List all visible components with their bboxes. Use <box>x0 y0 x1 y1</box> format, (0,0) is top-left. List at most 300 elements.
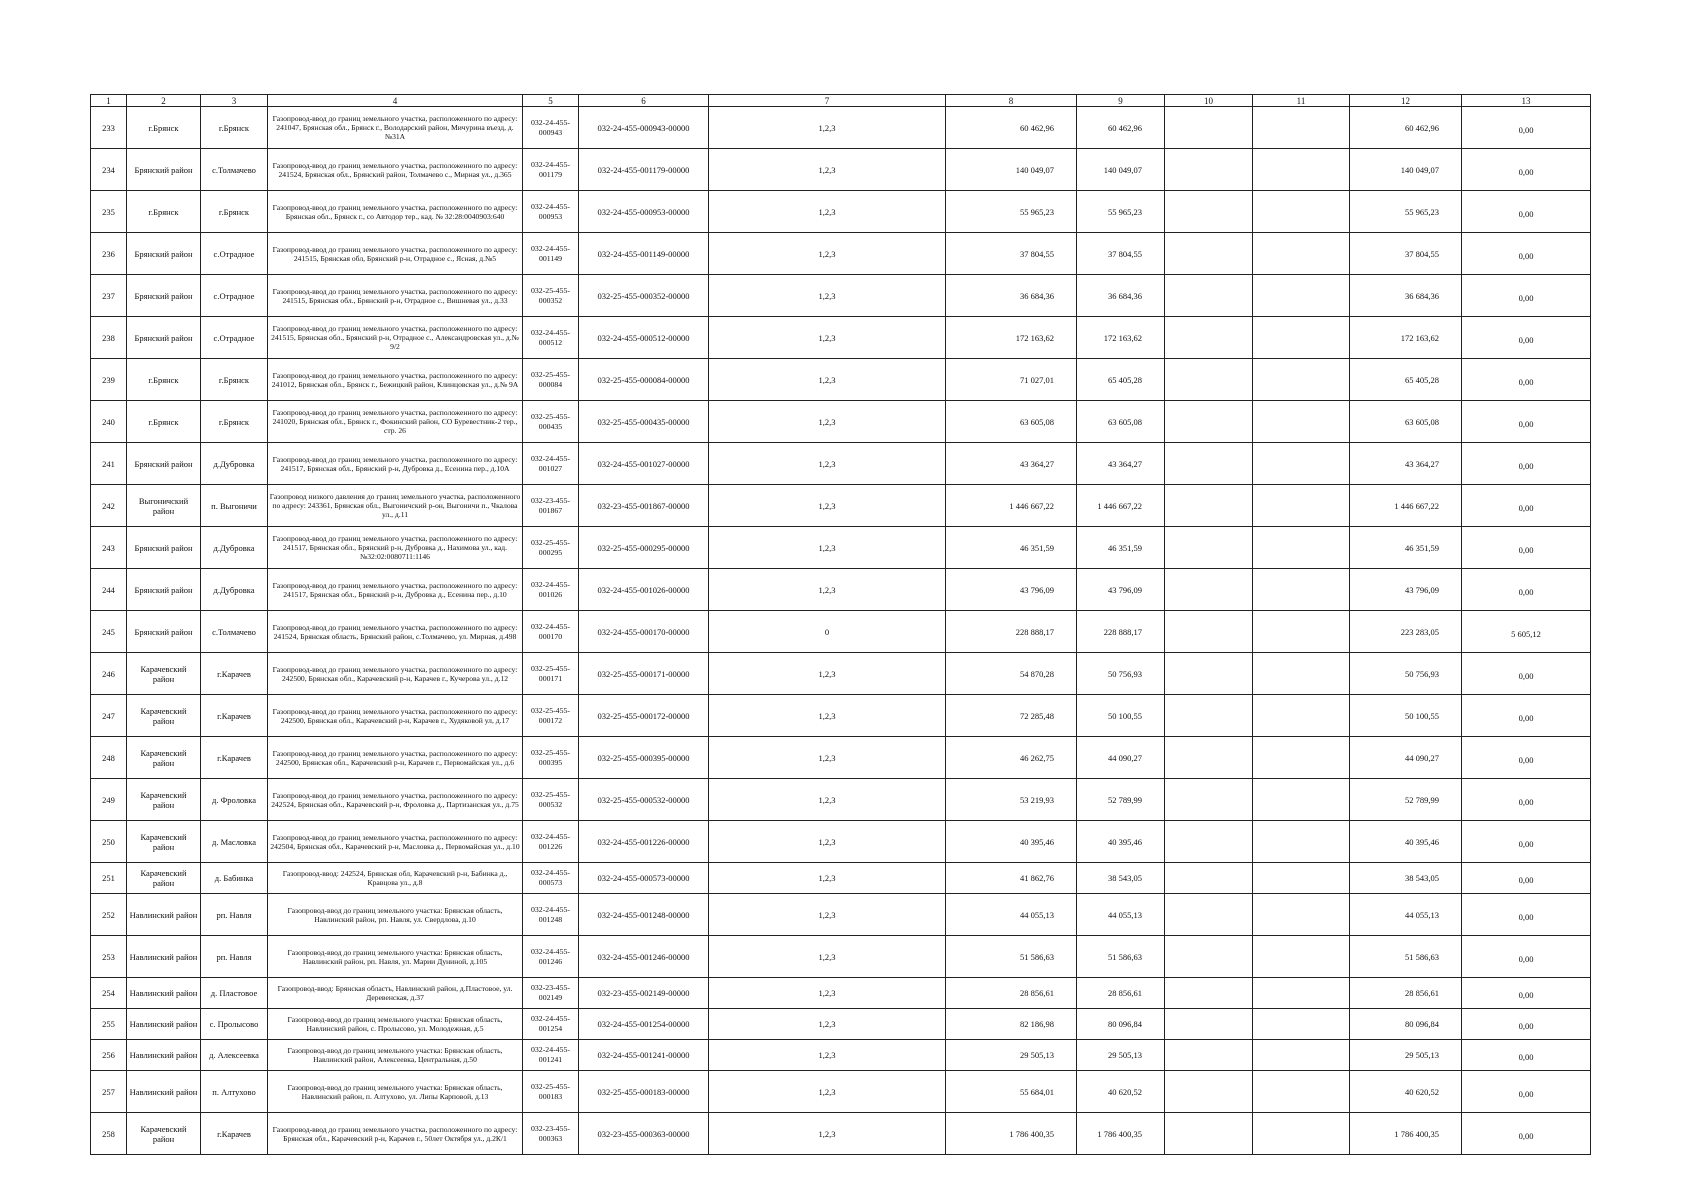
object-code-cell: 032-25-455-000352 <box>523 275 579 317</box>
column-7-cell: 1,2,3 <box>709 233 946 275</box>
object-code-cell: 032-25-455-000532 <box>523 779 579 821</box>
column-11-cell <box>1253 1009 1350 1040</box>
table-row <box>91 737 1591 779</box>
inventory-number-cell: 032-24-455-001246-00000 <box>579 936 709 978</box>
column-12-value-cell: 65 405,28 <box>1350 359 1462 401</box>
column-10-cell <box>1165 485 1253 527</box>
column-10-cell <box>1165 1009 1253 1040</box>
locality-cell: г.Карачев <box>201 1113 268 1155</box>
object-code-cell: 032-24-455-001226 <box>523 821 579 863</box>
column-11-cell <box>1253 485 1350 527</box>
column-7-cell: 1,2,3 <box>709 569 946 611</box>
row-number: 237 <box>91 275 127 317</box>
column-9-value-cell: 29 505,13 <box>1077 1040 1165 1071</box>
object-code-cell: 032-24-455-001179 <box>523 149 579 191</box>
column-13-value-cell: 0,00 <box>1462 191 1591 233</box>
row-number: 252 <box>91 894 127 936</box>
locality-cell: с.Толмачево <box>201 149 268 191</box>
column-7-cell: 1,2,3 <box>709 978 946 1009</box>
column-13-value-cell: 0,00 <box>1462 401 1591 443</box>
inventory-number-cell: 032-25-455-000183-00000 <box>579 1071 709 1113</box>
object-code-cell: 032-24-455-001026 <box>523 569 579 611</box>
column-9-value-cell: 43 796,09 <box>1077 569 1165 611</box>
inventory-number-cell: 032-25-455-000295-00000 <box>579 527 709 569</box>
row-number: 236 <box>91 233 127 275</box>
district-cell: Брянский район <box>127 569 201 611</box>
column-7-cell: 1,2,3 <box>709 894 946 936</box>
district-cell: Карачевский район <box>127 653 201 695</box>
column-12-value-cell: 40 620,52 <box>1350 1071 1462 1113</box>
column-13-value-cell: 0,00 <box>1462 1009 1591 1040</box>
column-10-cell <box>1165 611 1253 653</box>
object-description-cell: Газопровод-ввод до границ земельного участка: Брянская область, Навлинский район, п. Алтухово, ул. Липы Карповой, д.13 <box>268 1071 523 1113</box>
column-13-value-cell: 0,00 <box>1462 275 1591 317</box>
object-description-cell: Газопровод-ввод до границ земельного участка, расположенного по адресу: Брянская обл., Брянск г., со Автодор тер., кад. № 32:28:0040903:640 <box>268 191 523 233</box>
object-description-cell: Газопровод-ввод до границ земельного участка, расположенного по адресу: 241515, Брянская обл, Брянский р-н, Отрадное с., Ясная, д.№5 <box>268 233 523 275</box>
district-cell: Навлинский район <box>127 1071 201 1113</box>
object-code-cell: 032-24-455-000943 <box>523 107 579 149</box>
column-10-cell <box>1165 275 1253 317</box>
object-description-cell: Газопровод-ввод до границ земельного участка, расположенного по адресу: 241047, Брянская обл., Брянск г., Володарский район, Мичурина въезд, д.№31А <box>268 107 523 149</box>
column-10-cell <box>1165 737 1253 779</box>
initial-cost-cell: 71 027,01 <box>946 359 1077 401</box>
column-number-1: 1 <box>91 95 127 107</box>
column-12-value-cell: 29 505,13 <box>1350 1040 1462 1071</box>
object-code-cell: 032-24-455-001248 <box>523 894 579 936</box>
inventory-number-cell: 032-23-455-002149-00000 <box>579 978 709 1009</box>
object-description-cell: Газопровод-ввод до границ земельного участка, расположенного по адресу: 242524, Брянская обл., Карачевский р-н, Фроловка д., Партизанская ул., д.75 <box>268 779 523 821</box>
object-code-cell: 032-24-455-000953 <box>523 191 579 233</box>
row-number: 255 <box>91 1009 127 1040</box>
inventory-number-cell: 032-24-455-001241-00000 <box>579 1040 709 1071</box>
table-row <box>91 653 1591 695</box>
object-code-cell: 032-25-455-000084 <box>523 359 579 401</box>
object-description-cell: Газопровод-ввод до границ земельного участка, расположенного по адресу: 242500, Брянская обл., Карачевский р-н, Карачев г., Худяковой ул, д.17 <box>268 695 523 737</box>
column-7-cell: 1,2,3 <box>709 695 946 737</box>
district-cell: Брянский район <box>127 275 201 317</box>
column-9-value-cell: 50 100,55 <box>1077 695 1165 737</box>
object-description-cell: Газопровод-ввод до границ земельного участка: Брянская область, Навлинский район, с. Пролысово, ул. Молодежная, д.5 <box>268 1009 523 1040</box>
column-9-value-cell: 46 351,59 <box>1077 527 1165 569</box>
column-number-5: 5 <box>523 95 579 107</box>
locality-cell: д.Дубровка <box>201 443 268 485</box>
column-10-cell <box>1165 1071 1253 1113</box>
locality-cell: д. Алексеевка <box>201 1040 268 1071</box>
initial-cost-cell: 1 786 400,35 <box>946 1113 1077 1155</box>
column-10-cell <box>1165 779 1253 821</box>
initial-cost-cell: 41 862,76 <box>946 863 1077 894</box>
table-row <box>91 401 1591 443</box>
column-10-cell <box>1165 149 1253 191</box>
column-11-cell <box>1253 821 1350 863</box>
locality-cell: д. Фроловка <box>201 779 268 821</box>
district-cell: г.Брянск <box>127 191 201 233</box>
column-11-cell <box>1253 149 1350 191</box>
object-description-cell: Газопровод-ввод до границ земельного участка, расположенного по адресу: 241517, Брянская обл., Брянский р-н, Дубровка д., Есенина пер., д.10А <box>268 443 523 485</box>
column-number-7: 7 <box>709 95 946 107</box>
district-cell: Карачевский район <box>127 779 201 821</box>
locality-cell: г.Брянск <box>201 191 268 233</box>
table-row <box>91 233 1591 275</box>
column-11-cell <box>1253 233 1350 275</box>
locality-cell: д.Дубровка <box>201 569 268 611</box>
district-cell: Карачевский район <box>127 695 201 737</box>
column-11-cell <box>1253 695 1350 737</box>
column-number-12: 12 <box>1350 95 1462 107</box>
column-10-cell <box>1165 1113 1253 1155</box>
column-7-cell: 1,2,3 <box>709 485 946 527</box>
column-11-cell <box>1253 443 1350 485</box>
column-7-cell: 1,2,3 <box>709 737 946 779</box>
column-7-cell: 1,2,3 <box>709 107 946 149</box>
object-description-cell: Газопровод-ввод до границ земельного участка, расположенного по адресу: Брянская обл., Карачевский р-н, Карачев г., 50лет Октября ул., д.2К/1 <box>268 1113 523 1155</box>
column-13-value-cell: 0,00 <box>1462 821 1591 863</box>
column-11-cell <box>1253 191 1350 233</box>
locality-cell: г.Брянск <box>201 359 268 401</box>
column-10-cell <box>1165 359 1253 401</box>
initial-cost-cell: 40 395,46 <box>946 821 1077 863</box>
table-row <box>91 894 1591 936</box>
row-number: 239 <box>91 359 127 401</box>
column-7-cell: 1,2,3 <box>709 653 946 695</box>
locality-cell: г.Брянск <box>201 107 268 149</box>
column-7-cell: 1,2,3 <box>709 1040 946 1071</box>
district-cell: Брянский район <box>127 317 201 359</box>
column-12-value-cell: 50 100,55 <box>1350 695 1462 737</box>
column-13-value-cell: 0,00 <box>1462 443 1591 485</box>
row-number: 254 <box>91 978 127 1009</box>
column-11-cell <box>1253 779 1350 821</box>
table-row <box>91 779 1591 821</box>
initial-cost-cell: 46 351,59 <box>946 527 1077 569</box>
locality-cell: п. Выгоничи <box>201 485 268 527</box>
object-description-cell: Газопровод-ввод до границ земельного участка, расположенного по адресу: 241515, Брянская обл., Брянский р-н, Отрадное с., Александровская ул., д.№ 9/2 <box>268 317 523 359</box>
table-row <box>91 978 1591 1009</box>
table-row <box>91 863 1591 894</box>
column-number-11: 11 <box>1253 95 1350 107</box>
row-number: 234 <box>91 149 127 191</box>
column-12-value-cell: 28 856,61 <box>1350 978 1462 1009</box>
district-cell: Брянский район <box>127 149 201 191</box>
column-7-cell: 1,2,3 <box>709 149 946 191</box>
column-7-cell: 1,2,3 <box>709 359 946 401</box>
column-11-cell <box>1253 1040 1350 1071</box>
column-9-value-cell: 65 405,28 <box>1077 359 1165 401</box>
locality-cell: с.Отрадное <box>201 317 268 359</box>
locality-cell: д. Пластовое <box>201 978 268 1009</box>
inventory-number-cell: 032-25-455-000395-00000 <box>579 737 709 779</box>
column-13-value-cell: 0,00 <box>1462 779 1591 821</box>
district-cell: Навлинский район <box>127 1009 201 1040</box>
column-7-cell: 1,2,3 <box>709 821 946 863</box>
column-7-cell: 1,2,3 <box>709 1009 946 1040</box>
object-description-cell: Газопровод-ввод до границ земельного участка: Брянская область, Навлинский район, рп. Навля, ул. Марии Дуниной, д.105 <box>268 936 523 978</box>
column-13-value-cell: 0,00 <box>1462 233 1591 275</box>
district-cell: г.Брянск <box>127 107 201 149</box>
column-11-cell <box>1253 107 1350 149</box>
initial-cost-cell: 29 505,13 <box>946 1040 1077 1071</box>
locality-cell: с. Пролысово <box>201 1009 268 1040</box>
column-12-value-cell: 63 605,08 <box>1350 401 1462 443</box>
inventory-number-cell: 032-24-455-000943-00000 <box>579 107 709 149</box>
locality-cell: д.Дубровка <box>201 527 268 569</box>
table-row <box>91 443 1591 485</box>
locality-cell: г.Брянск <box>201 401 268 443</box>
column-number-13: 13 <box>1462 95 1591 107</box>
column-9-value-cell: 40 620,52 <box>1077 1071 1165 1113</box>
table-row <box>91 695 1591 737</box>
locality-cell: г.Карачев <box>201 695 268 737</box>
row-number: 244 <box>91 569 127 611</box>
column-12-value-cell: 172 163,62 <box>1350 317 1462 359</box>
inventory-number-cell: 032-25-455-000435-00000 <box>579 401 709 443</box>
column-9-value-cell: 38 543,05 <box>1077 863 1165 894</box>
table-row <box>91 149 1591 191</box>
column-12-value-cell: 36 684,36 <box>1350 275 1462 317</box>
district-cell: г.Брянск <box>127 359 201 401</box>
object-description-cell: Газопровод-ввод до границ земельного участка, расположенного по адресу: 241517, Брянская обл., Брянский р-н, Дубровка д., Есенина пер., д.10 <box>268 569 523 611</box>
column-9-value-cell: 140 049,07 <box>1077 149 1165 191</box>
object-code-cell: 032-25-455-000171 <box>523 653 579 695</box>
object-description-cell: Газопровод-ввод до границ земельного участка: Брянская область, Навлинский район, Алексеевка, Центральная, д.50 <box>268 1040 523 1071</box>
inventory-number-cell: 032-23-455-000363-00000 <box>579 1113 709 1155</box>
table-row <box>91 936 1591 978</box>
column-12-value-cell: 37 804,55 <box>1350 233 1462 275</box>
row-number: 246 <box>91 653 127 695</box>
column-11-cell <box>1253 401 1350 443</box>
initial-cost-cell: 63 605,08 <box>946 401 1077 443</box>
table-row <box>91 1040 1591 1071</box>
inventory-number-cell: 032-23-455-001867-00000 <box>579 485 709 527</box>
column-11-cell <box>1253 737 1350 779</box>
inventory-number-cell: 032-24-455-001149-00000 <box>579 233 709 275</box>
object-description-cell: Газопровод-ввод до границ земельного участка, расположенного по адресу: 242504, Брянская обл., Карачевский р-н, Масловка д., Первомайская ул., д.10 <box>268 821 523 863</box>
inventory-number-cell: 032-24-455-001179-00000 <box>579 149 709 191</box>
column-number-6: 6 <box>579 95 709 107</box>
row-number: 249 <box>91 779 127 821</box>
inventory-number-cell: 032-24-455-001026-00000 <box>579 569 709 611</box>
column-7-cell: 1,2,3 <box>709 317 946 359</box>
inventory-number-cell: 032-25-455-000532-00000 <box>579 779 709 821</box>
inventory-number-cell: 032-24-455-001226-00000 <box>579 821 709 863</box>
object-description-cell: Газопровод-ввод: 242524, Брянская обл, Карачевский р-н, Бабинка д., Кравцова ул., д.8 <box>268 863 523 894</box>
column-10-cell <box>1165 1040 1253 1071</box>
column-12-value-cell: 46 351,59 <box>1350 527 1462 569</box>
initial-cost-cell: 51 586,63 <box>946 936 1077 978</box>
column-9-value-cell: 63 605,08 <box>1077 401 1165 443</box>
inventory-number-cell: 032-24-455-000512-00000 <box>579 317 709 359</box>
column-12-value-cell: 55 965,23 <box>1350 191 1462 233</box>
column-12-value-cell: 40 395,46 <box>1350 821 1462 863</box>
row-number: 233 <box>91 107 127 149</box>
initial-cost-cell: 172 163,62 <box>946 317 1077 359</box>
locality-cell: с.Отрадное <box>201 275 268 317</box>
column-number-10: 10 <box>1165 95 1253 107</box>
column-number-2: 2 <box>127 95 201 107</box>
row-number: 235 <box>91 191 127 233</box>
column-10-cell <box>1165 978 1253 1009</box>
object-description-cell: Газопровод-ввод до границ земельного участка, расположенного по адресу: 241515, Брянская обл., Брянский р-н, Отрадное с., Вишневая ул., д.33 <box>268 275 523 317</box>
object-description-cell: Газопровод-ввод до границ земельного участка, расположенного по адресу: 242500, Брянская обл., Карачевский р-н, Карачев г., Кучерова ул., д.12 <box>268 653 523 695</box>
district-cell: Брянский район <box>127 233 201 275</box>
column-10-cell <box>1165 107 1253 149</box>
initial-cost-cell: 55 965,23 <box>946 191 1077 233</box>
column-10-cell <box>1165 527 1253 569</box>
inventory-number-cell: 032-25-455-000172-00000 <box>579 695 709 737</box>
column-11-cell <box>1253 275 1350 317</box>
column-9-value-cell: 172 163,62 <box>1077 317 1165 359</box>
initial-cost-cell: 54 870,28 <box>946 653 1077 695</box>
initial-cost-cell: 1 446 667,22 <box>946 485 1077 527</box>
initial-cost-cell: 140 049,07 <box>946 149 1077 191</box>
column-12-value-cell: 51 586,63 <box>1350 936 1462 978</box>
column-11-cell <box>1253 569 1350 611</box>
district-cell: Навлинский район <box>127 1040 201 1071</box>
column-12-value-cell: 1 786 400,35 <box>1350 1113 1462 1155</box>
locality-cell: п. Алтухово <box>201 1071 268 1113</box>
column-11-cell <box>1253 1071 1350 1113</box>
column-11-cell <box>1253 653 1350 695</box>
table-row <box>91 821 1591 863</box>
column-7-cell: 1,2,3 <box>709 936 946 978</box>
table-body <box>91 107 1591 1155</box>
row-number: 241 <box>91 443 127 485</box>
initial-cost-cell: 60 462,96 <box>946 107 1077 149</box>
column-7-cell: 1,2,3 <box>709 1113 946 1155</box>
inventory-number-cell: 032-24-455-001248-00000 <box>579 894 709 936</box>
locality-cell: г.Карачев <box>201 737 268 779</box>
column-12-value-cell: 44 090,27 <box>1350 737 1462 779</box>
row-number: 240 <box>91 401 127 443</box>
inventory-number-cell: 032-24-455-001254-00000 <box>579 1009 709 1040</box>
column-7-cell: 1,2,3 <box>709 191 946 233</box>
column-12-value-cell: 43 364,27 <box>1350 443 1462 485</box>
row-number: 245 <box>91 611 127 653</box>
object-code-cell: 032-23-455-001867 <box>523 485 579 527</box>
district-cell: Карачевский район <box>127 863 201 894</box>
object-code-cell: 032-25-455-000172 <box>523 695 579 737</box>
column-12-value-cell: 38 543,05 <box>1350 863 1462 894</box>
column-11-cell <box>1253 936 1350 978</box>
object-description-cell: Газопровод-ввод до границ земельного участка, расположенного по адресу: 241020, Брянская обл., Брянск г., Фокинский район, СО Буревестник-2 тер., стр. 26 <box>268 401 523 443</box>
district-cell: Брянский район <box>127 611 201 653</box>
column-9-value-cell: 228 888,17 <box>1077 611 1165 653</box>
column-7-cell: 1,2,3 <box>709 527 946 569</box>
object-code-cell: 032-24-455-001241 <box>523 1040 579 1071</box>
column-11-cell <box>1253 894 1350 936</box>
column-13-value-cell: 0,00 <box>1462 737 1591 779</box>
column-11-cell <box>1253 359 1350 401</box>
column-9-value-cell: 40 395,46 <box>1077 821 1165 863</box>
table-row <box>91 611 1591 653</box>
row-number: 238 <box>91 317 127 359</box>
table-row <box>91 527 1591 569</box>
column-13-value-cell: 0,00 <box>1462 653 1591 695</box>
district-cell: г.Брянск <box>127 401 201 443</box>
column-11-cell <box>1253 863 1350 894</box>
initial-cost-cell: 28 856,61 <box>946 978 1077 1009</box>
column-9-value-cell: 51 586,63 <box>1077 936 1165 978</box>
inventory-number-cell: 032-24-455-000573-00000 <box>579 863 709 894</box>
column-12-value-cell: 60 462,96 <box>1350 107 1462 149</box>
table-row <box>91 359 1591 401</box>
table-row <box>91 569 1591 611</box>
column-13-value-cell: 0,00 <box>1462 1113 1591 1155</box>
initial-cost-cell: 43 796,09 <box>946 569 1077 611</box>
district-cell: Брянский район <box>127 527 201 569</box>
column-12-value-cell: 223 283,05 <box>1350 611 1462 653</box>
column-9-value-cell: 1 446 667,22 <box>1077 485 1165 527</box>
column-10-cell <box>1165 191 1253 233</box>
column-11-cell <box>1253 317 1350 359</box>
district-cell: Выгоничский район <box>127 485 201 527</box>
initial-cost-cell: 46 262,75 <box>946 737 1077 779</box>
column-9-value-cell: 55 965,23 <box>1077 191 1165 233</box>
column-13-value-cell: 0,00 <box>1462 359 1591 401</box>
inventory-number-cell: 032-24-455-000170-00000 <box>579 611 709 653</box>
inventory-number-cell: 032-24-455-000953-00000 <box>579 191 709 233</box>
object-code-cell: 032-25-455-000435 <box>523 401 579 443</box>
locality-cell: рп. Навля <box>201 936 268 978</box>
column-number-3: 3 <box>201 95 268 107</box>
row-number: 250 <box>91 821 127 863</box>
object-description-cell: Газопровод-ввод до границ земельного участка: Брянская область, Навлинский район, рп. Навля, ул. Свердлова, д.10 <box>268 894 523 936</box>
district-cell: Карачевский район <box>127 1113 201 1155</box>
column-13-value-cell: 0,00 <box>1462 978 1591 1009</box>
table-row <box>91 1009 1591 1040</box>
object-code-cell: 032-25-455-000295 <box>523 527 579 569</box>
row-number: 257 <box>91 1071 127 1113</box>
row-number: 242 <box>91 485 127 527</box>
column-12-value-cell: 50 756,93 <box>1350 653 1462 695</box>
locality-cell: рп. Навля <box>201 894 268 936</box>
object-code-cell: 032-23-455-002149 <box>523 978 579 1009</box>
column-9-value-cell: 1 786 400,35 <box>1077 1113 1165 1155</box>
district-cell: Навлинский район <box>127 894 201 936</box>
object-description-cell: Газопровод-ввод: Брянская область, Навлинский район, д.Пластовое, ул. Деревенская, д.37 <box>268 978 523 1009</box>
object-code-cell: 032-25-455-000395 <box>523 737 579 779</box>
column-13-value-cell: 0,00 <box>1462 863 1591 894</box>
column-12-value-cell: 52 789,99 <box>1350 779 1462 821</box>
object-code-cell: 032-24-455-000512 <box>523 317 579 359</box>
column-13-value-cell: 0,00 <box>1462 936 1591 978</box>
column-7-cell: 0 <box>709 611 946 653</box>
column-10-cell <box>1165 894 1253 936</box>
row-number: 256 <box>91 1040 127 1071</box>
column-11-cell <box>1253 1113 1350 1155</box>
column-11-cell <box>1253 978 1350 1009</box>
column-10-cell <box>1165 821 1253 863</box>
object-code-cell: 032-25-455-000183 <box>523 1071 579 1113</box>
object-description-cell: Газопровод-ввод до границ земельного участка, расположенного по адресу: 241524, Брянская обл., Брянский район, Толмачево с., Мирная ул., д.365 <box>268 149 523 191</box>
column-11-cell <box>1253 527 1350 569</box>
inventory-number-cell: 032-25-455-000171-00000 <box>579 653 709 695</box>
column-13-value-cell: 0,00 <box>1462 317 1591 359</box>
column-9-value-cell: 44 090,27 <box>1077 737 1165 779</box>
column-10-cell <box>1165 443 1253 485</box>
column-10-cell <box>1165 569 1253 611</box>
initial-cost-cell: 228 888,17 <box>946 611 1077 653</box>
column-10-cell <box>1165 695 1253 737</box>
table-row <box>91 1071 1591 1113</box>
row-number: 247 <box>91 695 127 737</box>
column-13-value-cell: 0,00 <box>1462 569 1591 611</box>
column-13-value-cell: 0,00 <box>1462 695 1591 737</box>
district-cell: Брянский район <box>127 443 201 485</box>
locality-cell: г.Карачев <box>201 653 268 695</box>
initial-cost-cell: 37 804,55 <box>946 233 1077 275</box>
initial-cost-cell: 44 055,13 <box>946 894 1077 936</box>
